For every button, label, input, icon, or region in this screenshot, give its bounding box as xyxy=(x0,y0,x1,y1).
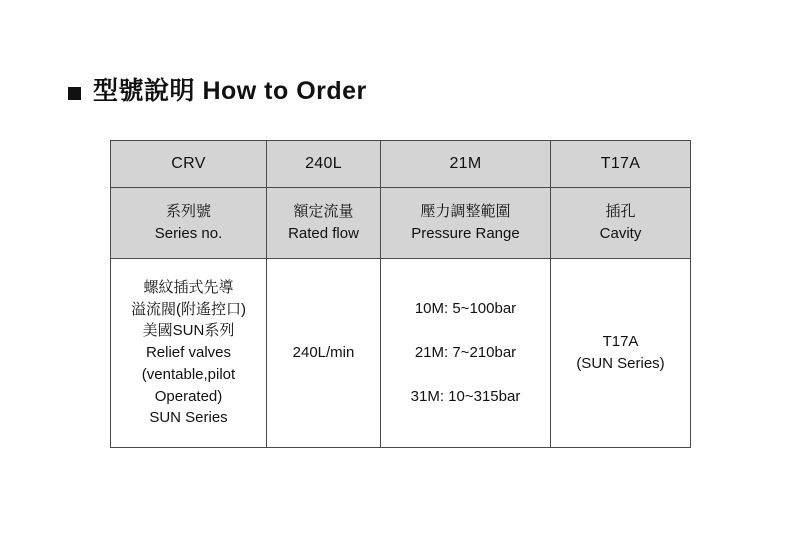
cell-desc-pressure-range xyxy=(381,259,551,448)
pressure-option-list xyxy=(385,298,546,407)
how-to-order-table xyxy=(110,140,691,448)
cell-code-series-no: CRV xyxy=(111,141,267,188)
label-en-rated-flow: Rated flow xyxy=(288,225,359,242)
label-en-series-no: Series no. xyxy=(154,225,223,242)
desc-line: Relief valves xyxy=(145,344,232,362)
cell-desc-cavity xyxy=(551,259,691,448)
cavity-line: (SUN Series) xyxy=(576,355,665,372)
label-cn-cavity: 插孔 xyxy=(605,203,636,221)
cell-desc-rated-flow: 240L/min xyxy=(267,259,381,448)
cell-code-cavity: T17A xyxy=(551,141,691,188)
label-cn-pressure-range: 壓力調整範圍 xyxy=(420,203,511,221)
pressure-option: 10M: 5~100bar xyxy=(414,300,517,318)
desc-line: 美國SUN系列 xyxy=(142,322,235,340)
desc-line: Operated) xyxy=(154,387,223,405)
table-row-model-code xyxy=(111,141,691,188)
page-title: 型號說明 How to Order xyxy=(93,77,367,105)
pressure-option: 21M: 7~210bar xyxy=(414,344,517,362)
label-en-cavity: Cavity xyxy=(599,225,642,242)
cell-desc-series-no xyxy=(111,259,267,448)
desc-line: SUN Series xyxy=(149,409,228,427)
cell-name-series-no xyxy=(111,188,267,259)
table-row-descriptions xyxy=(111,259,691,448)
cell-name-cavity xyxy=(551,188,691,259)
cell-name-pressure-range xyxy=(381,188,551,259)
cell-code-pressure-range: 21M xyxy=(381,141,551,188)
desc-line: (ventable,pilot xyxy=(141,365,236,383)
desc-line: 溢流閥(附遙控口) xyxy=(131,300,246,318)
cavity-line: T17A xyxy=(602,333,639,351)
square-bullet-icon xyxy=(68,87,81,100)
cell-code-rated-flow: 240L xyxy=(267,141,381,188)
label-cn-rated-flow: 額定流量 xyxy=(293,203,354,221)
cell-name-rated-flow xyxy=(267,188,381,259)
label-en-pressure-range: Pressure Range xyxy=(411,225,520,242)
desc-line: 螺紋插式先導 xyxy=(143,278,234,296)
pressure-option: 31M: 10~315bar xyxy=(410,387,521,405)
section-heading xyxy=(68,78,367,106)
table-row-field-names xyxy=(111,188,691,259)
label-cn-series-no: 系列號 xyxy=(165,203,211,221)
